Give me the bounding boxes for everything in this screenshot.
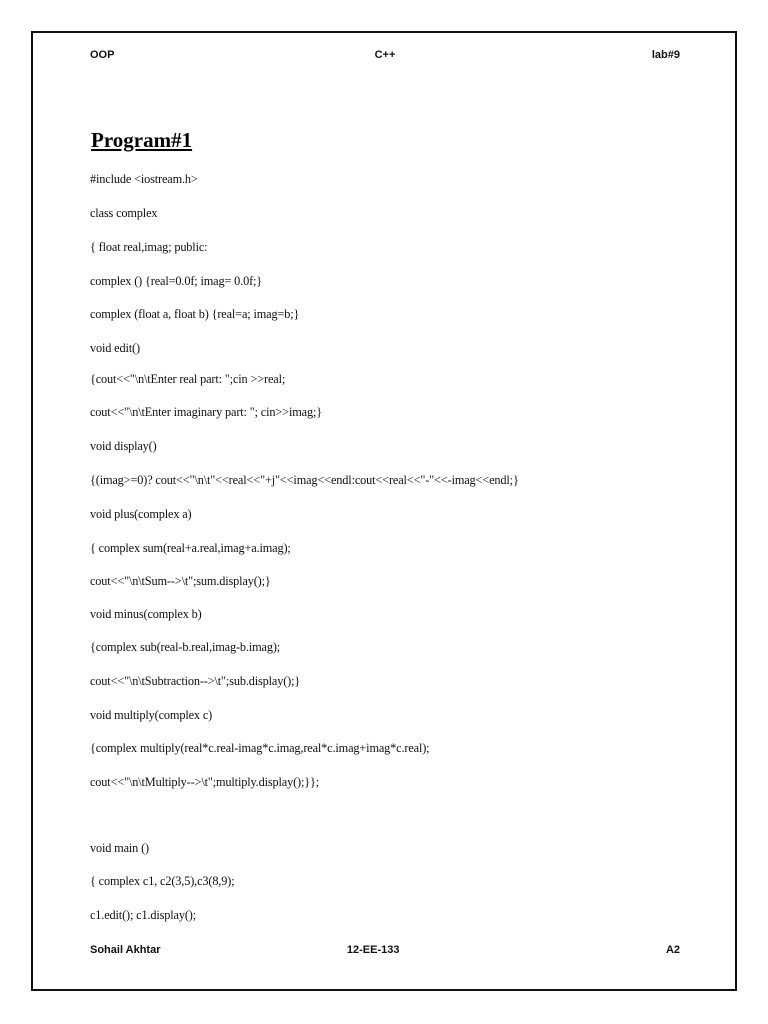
- header-language: C++: [374, 49, 396, 61]
- code-line: c1.edit(); c1.display();: [90, 908, 197, 922]
- code-line: complex (float a, float b) {real=a; imag=b;}: [90, 307, 300, 321]
- code-line: void main (): [90, 841, 149, 855]
- code-line: void display(): [90, 439, 157, 453]
- header-lab-number: lab#9: [651, 49, 680, 61]
- code-line: cout<<"\n\tSubtraction-->\t";sub.display();}: [90, 674, 301, 688]
- code-line: void multiply(complex c): [90, 708, 213, 722]
- header-course: OOP: [90, 49, 115, 61]
- footer-author: Sohail Akhtar: [90, 944, 161, 956]
- code-line: complex () {real=0.0f; imag= 0.0f;}: [90, 274, 263, 288]
- code-line: void minus(complex b): [90, 607, 202, 621]
- footer-roll-number: 12-EE-133: [346, 944, 400, 956]
- code-line: class complex: [90, 206, 158, 220]
- footer-section: A2: [665, 944, 680, 956]
- code-line: #include <iostream.h>: [90, 172, 198, 186]
- code-line: cout<<"\n\tEnter imaginary part: "; cin>>imag;}: [90, 405, 322, 419]
- code-line: cout<<"\n\tSum-->\t";sum.display();}: [90, 574, 271, 588]
- code-line: cout<<"\n\tMultiply-->\t";multiply.display();}};: [90, 775, 319, 789]
- code-line: void edit(): [90, 341, 140, 355]
- code-line: {complex multiply(real*c.real-imag*c.imag,real*c.imag+imag*c.real);: [90, 741, 430, 755]
- code-line: { complex c1, c2(3,5),c3(8,9);: [90, 874, 235, 888]
- code-line: {cout<<"\n\tEnter real part: ";cin >>real;: [90, 372, 286, 386]
- code-line: { float real,imag; public:: [90, 240, 208, 254]
- code-line: { complex sum(real+a.real,imag+a.imag);: [90, 541, 291, 555]
- code-line: {(imag>=0)? cout<<"\n\t"<<real<<"+j"<<imag<<endl:cout<<real<<"-"<<-imag<<endl;}: [90, 473, 519, 487]
- code-line: void plus(complex a): [90, 507, 192, 521]
- code-line: {complex sub(real-b.real,imag-b.imag);: [90, 640, 281, 654]
- program-title: Program#1: [91, 128, 193, 152]
